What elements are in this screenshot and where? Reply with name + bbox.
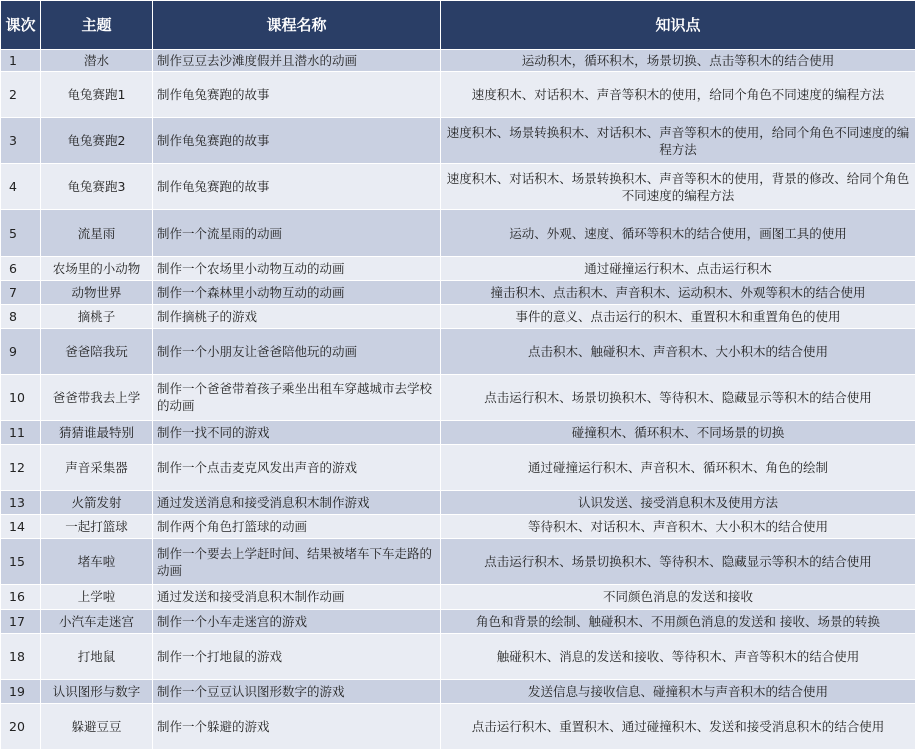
knowledge-cell: 速度积木、对话积木、声音等积木的使用，给同个角色不同速度的编程方法	[441, 72, 915, 118]
table-row	[1, 515, 915, 539]
table-row	[1, 256, 915, 280]
course-name-cell: 制作龟兔赛跑的故事	[153, 164, 441, 210]
table-row	[1, 609, 915, 633]
table-row	[1, 421, 915, 445]
lesson-number: 8	[1, 304, 41, 328]
topic-cell: 认识图形与数字	[41, 679, 153, 703]
course-name-cell: 制作一个打地鼠的游戏	[153, 633, 441, 679]
course-name-cell: 制作一个点击麦克风发出声音的游戏	[153, 445, 441, 491]
topic-cell: 爸爸陪我玩	[41, 328, 153, 374]
lesson-number: 6	[1, 256, 41, 280]
lesson-number: 14	[1, 515, 41, 539]
knowledge-cell: 运动积木，循环积木，场景切换、点击等积木的结合使用	[441, 50, 915, 72]
course-name-cell: 制作一个要去上学赶时间、结果被堵车下车走路的动画	[153, 539, 441, 585]
topic-cell: 猜猜谁最特别	[41, 421, 153, 445]
knowledge-cell: 不同颜色消息的发送和接收	[441, 585, 915, 609]
lesson-number: 5	[1, 210, 41, 256]
topic-cell: 潜水	[41, 50, 153, 72]
course-name-cell: 通过发送和接受消息积木制作动画	[153, 585, 441, 609]
table-row	[1, 539, 915, 585]
course-name-cell: 制作龟兔赛跑的故事	[153, 72, 441, 118]
table-row	[1, 445, 915, 491]
lesson-number: 2	[1, 72, 41, 118]
topic-cell: 龟兔赛跑2	[41, 118, 153, 164]
course-name-cell: 制作一找不同的游戏	[153, 421, 441, 445]
course-name-cell: 制作一个豆豆认识图形数字的游戏	[153, 679, 441, 703]
topic-cell: 爸爸带我去上学	[41, 374, 153, 420]
topic-cell: 打地鼠	[41, 633, 153, 679]
table-row	[1, 585, 915, 609]
knowledge-cell: 点击积木、触碰积木、声音积木、大小积木的结合使用	[441, 328, 915, 374]
table-row	[1, 72, 915, 118]
topic-cell: 小汽车走迷宫	[41, 609, 153, 633]
table-row	[1, 304, 915, 328]
course-name-cell: 制作摘桃子的游戏	[153, 304, 441, 328]
lesson-number: 18	[1, 633, 41, 679]
header-knowledge: 知识点	[441, 1, 915, 50]
topic-cell: 堵车啦	[41, 539, 153, 585]
course-name-cell: 通过发送消息和接受消息积木制作游戏	[153, 491, 441, 515]
header-row	[1, 1, 915, 50]
knowledge-cell: 速度积木、对话积木、场景转换积木、声音等积木的使用，背景的修改、给同个角色不同速度的编程方法	[441, 164, 915, 210]
knowledge-cell: 触碰积木、消息的发送和接收、等待积木、声音等积木的结合使用	[441, 633, 915, 679]
topic-cell: 火箭发射	[41, 491, 153, 515]
course-name-cell: 制作一个小车走迷宫的游戏	[153, 609, 441, 633]
topic-cell: 声音采集器	[41, 445, 153, 491]
table-row	[1, 210, 915, 256]
topic-cell: 龟兔赛跑1	[41, 72, 153, 118]
lesson-number: 3	[1, 118, 41, 164]
topic-cell: 躲避豆豆	[41, 703, 153, 749]
lesson-number: 12	[1, 445, 41, 491]
knowledge-cell: 通过碰撞运行积木、点击运行积木	[441, 256, 915, 280]
knowledge-cell: 等待积木、对话积木、声音积木、大小积木的结合使用	[441, 515, 915, 539]
knowledge-cell: 运动、外观、速度、循环等积木的结合使用，画图工具的使用	[441, 210, 915, 256]
table-row	[1, 633, 915, 679]
knowledge-cell: 撞击积木、点击积木、声音积木、运动积木、外观等积木的结合使用	[441, 280, 915, 304]
lesson-number: 1	[1, 50, 41, 72]
topic-cell: 农场里的小动物	[41, 256, 153, 280]
lesson-number: 13	[1, 491, 41, 515]
table-row	[1, 328, 915, 374]
knowledge-cell: 碰撞积木、循环积木、不同场景的切换	[441, 421, 915, 445]
topic-cell: 一起打篮球	[41, 515, 153, 539]
lesson-number: 9	[1, 328, 41, 374]
course-name-cell: 制作一个小朋友让爸爸陪他玩的动画	[153, 328, 441, 374]
knowledge-cell: 速度积木、场景转换积木、对话积木、声音等积木的使用，给同个角色不同速度的编程方法	[441, 118, 915, 164]
course-name-cell: 制作一个流星雨的动画	[153, 210, 441, 256]
table-row	[1, 491, 915, 515]
header-course-name: 课程名称	[153, 1, 441, 50]
lesson-number: 7	[1, 280, 41, 304]
knowledge-cell: 认识发送、接受消息积木及使用方法	[441, 491, 915, 515]
table-row	[1, 374, 915, 420]
topic-cell: 上学啦	[41, 585, 153, 609]
knowledge-cell: 点击运行积木、场景切换积木、等待积木、隐藏显示等积木的结合使用	[441, 539, 915, 585]
lesson-number: 19	[1, 679, 41, 703]
topic-cell: 摘桃子	[41, 304, 153, 328]
lesson-number: 15	[1, 539, 41, 585]
topic-cell: 龟兔赛跑3	[41, 164, 153, 210]
course-name-cell: 制作豆豆去沙滩度假并且潜水的动画	[153, 50, 441, 72]
course-name-cell: 制作龟兔赛跑的故事	[153, 118, 441, 164]
header-topic: 主题	[41, 1, 153, 50]
header-lesson: 课次	[1, 1, 41, 50]
course-name-cell: 制作一个森林里小动物互动的动画	[153, 280, 441, 304]
table-row	[1, 679, 915, 703]
knowledge-cell: 发送信息与接收信息、碰撞积木与声音积木的结合使用	[441, 679, 915, 703]
knowledge-cell: 通过碰撞运行积木、声音积木、循环积木、角色的绘制	[441, 445, 915, 491]
lesson-number: 17	[1, 609, 41, 633]
table-row	[1, 118, 915, 164]
lesson-number: 4	[1, 164, 41, 210]
course-name-cell: 制作一个农场里小动物互动的动画	[153, 256, 441, 280]
lesson-number: 11	[1, 421, 41, 445]
knowledge-cell: 事件的意义、点击运行的积木、重置积木和重置角色的使用	[441, 304, 915, 328]
course-name-cell: 制作两个角色打篮球的动画	[153, 515, 441, 539]
lesson-number: 10	[1, 374, 41, 420]
table-row	[1, 164, 915, 210]
table-row	[1, 703, 915, 749]
knowledge-cell: 角色和背景的绘制、触碰积木、不用颜色消息的发送和 接收、场景的转换	[441, 609, 915, 633]
table-row	[1, 280, 915, 304]
knowledge-cell: 点击运行积木、场景切换积木、等待积木、隐藏显示等积木的结合使用	[441, 374, 915, 420]
course-name-cell: 制作一个爸爸带着孩子乘坐出租车穿越城市去学校的动画	[153, 374, 441, 420]
lesson-number: 16	[1, 585, 41, 609]
knowledge-cell: 点击运行积木、重置积木、通过碰撞积木、发送和接受消息积木的结合使用	[441, 703, 915, 749]
table-row	[1, 50, 915, 72]
course-name-cell: 制作一个躲避的游戏	[153, 703, 441, 749]
topic-cell: 流星雨	[41, 210, 153, 256]
lesson-number: 20	[1, 703, 41, 749]
topic-cell: 动物世界	[41, 280, 153, 304]
